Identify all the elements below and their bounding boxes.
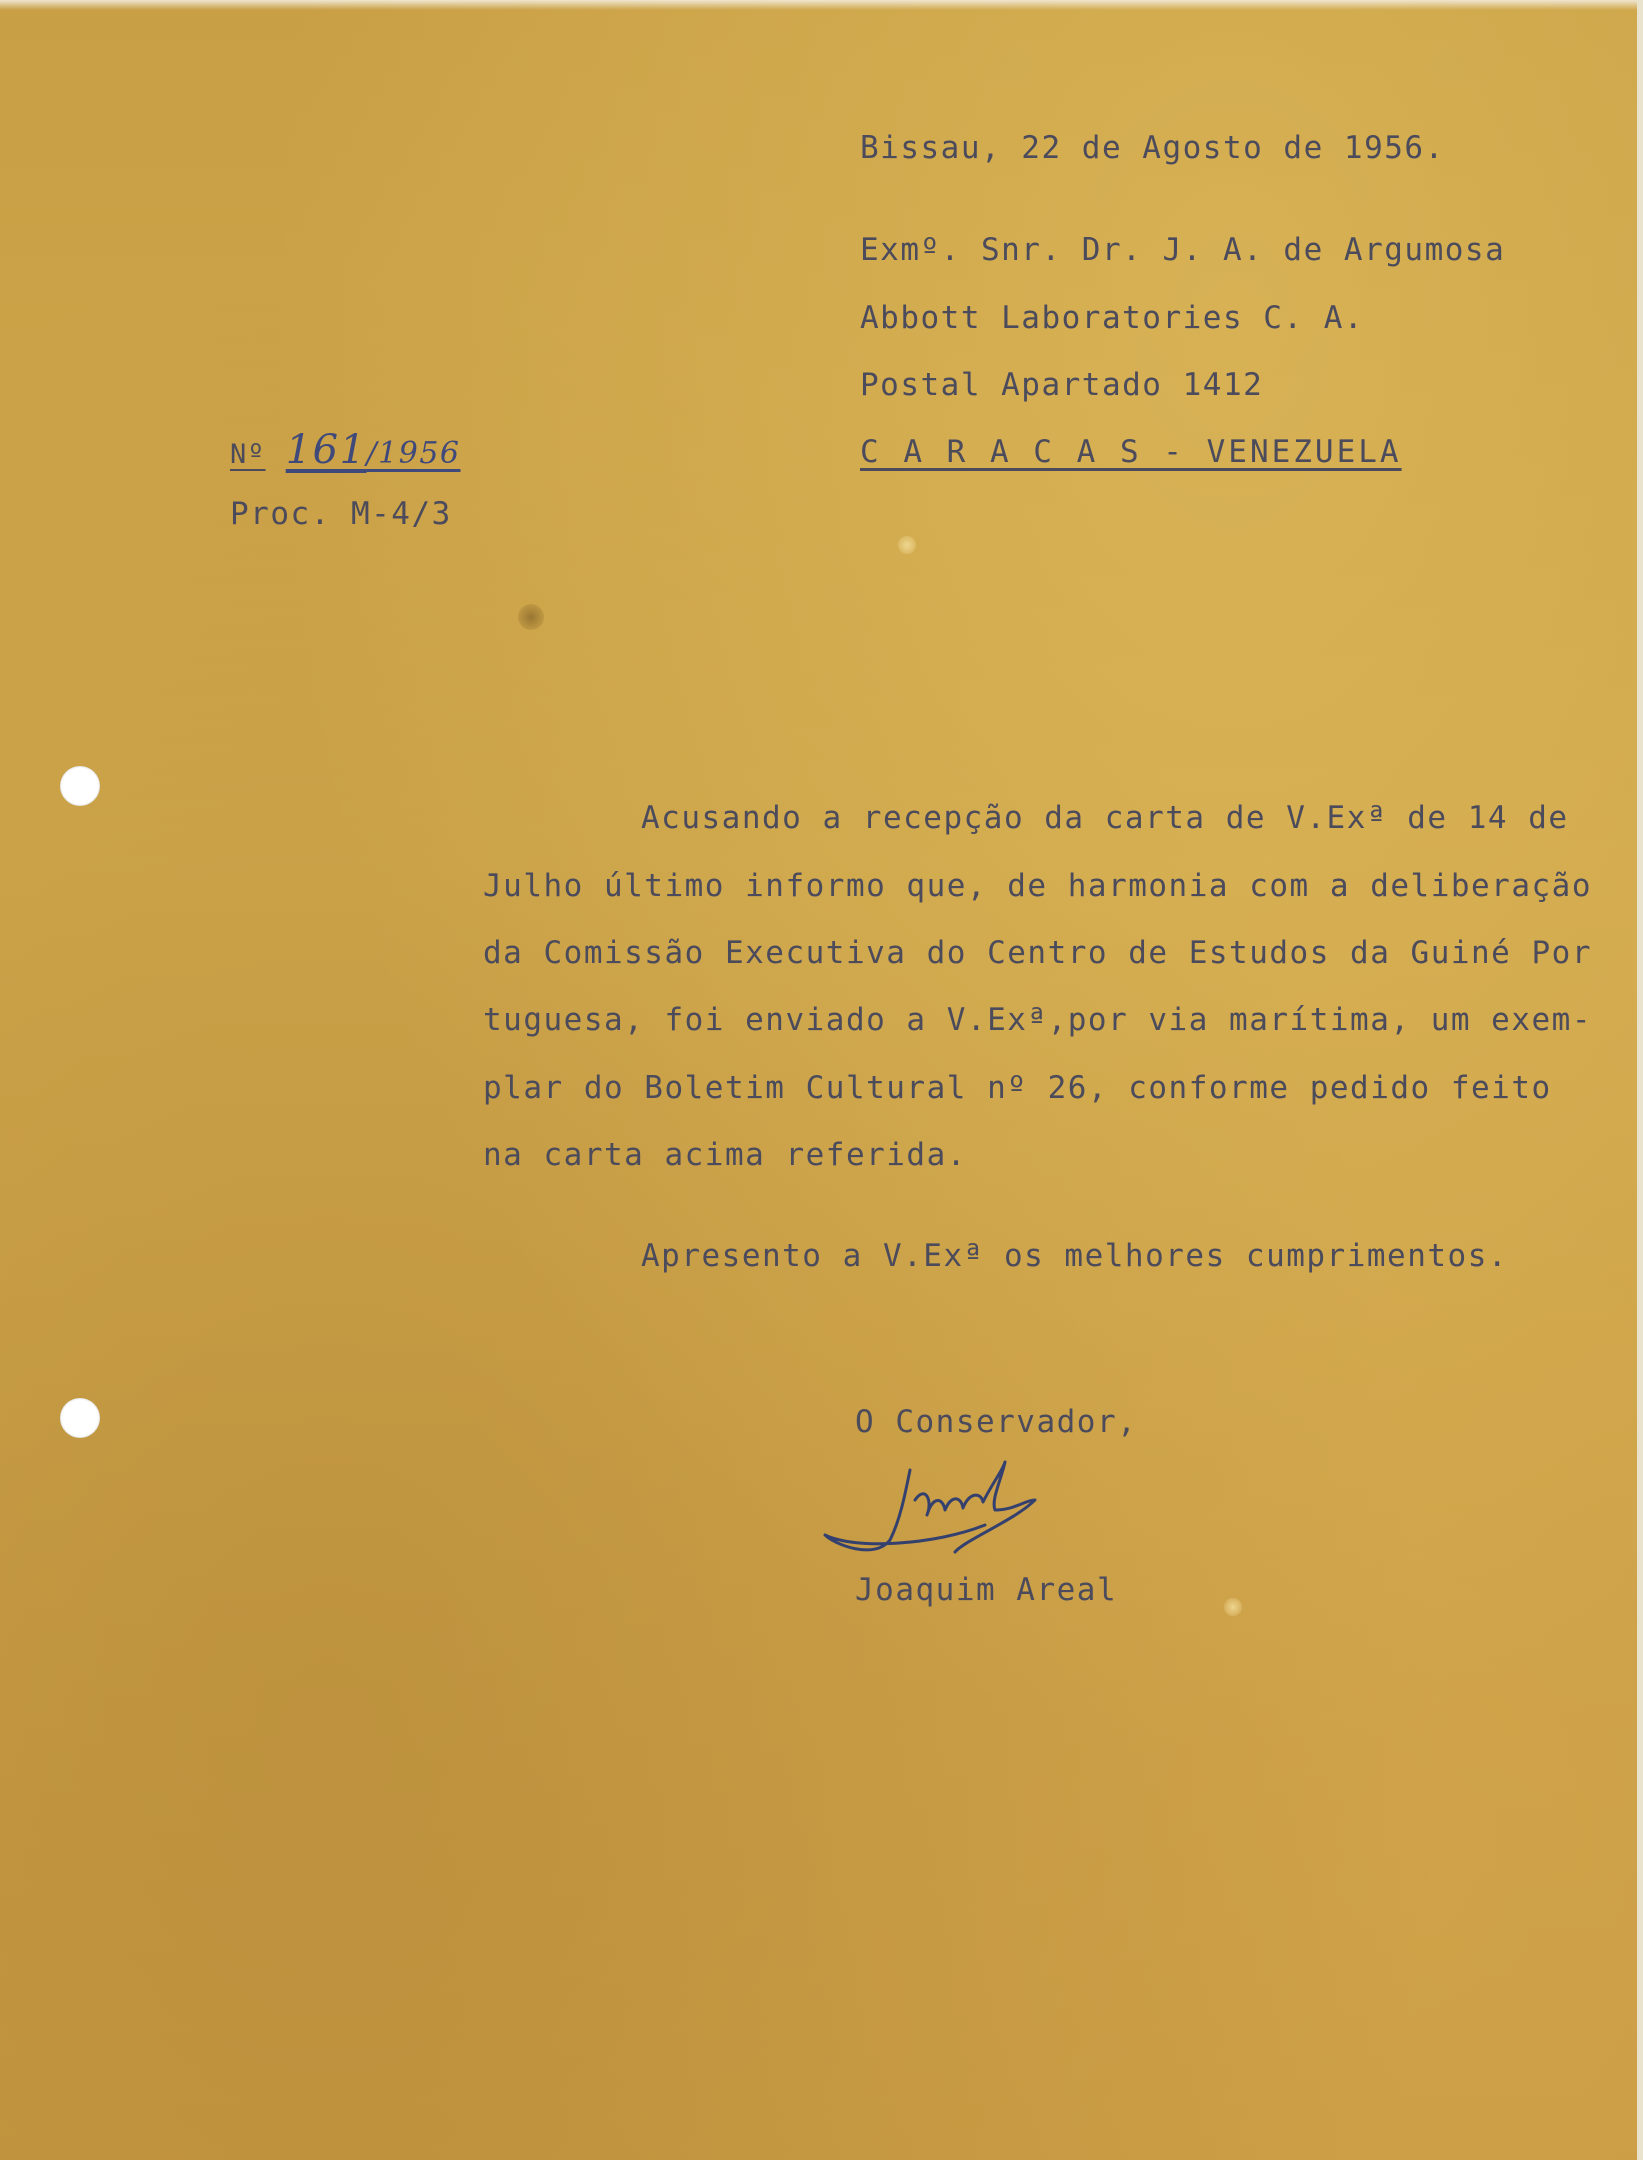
body-line: Julho último informo que, de harmonia com a deliberação xyxy=(483,868,1592,904)
paper-right-edge xyxy=(1637,0,1643,2160)
handwritten-signature xyxy=(815,1440,1115,1570)
process-reference: Proc. M-4/3 xyxy=(230,496,452,532)
punch-hole-top xyxy=(60,766,100,806)
number-handwritten: 161 xyxy=(285,427,367,473)
place-date: Bissau, 22 de Agosto de 1956. xyxy=(860,130,1445,166)
number-year: /1956 xyxy=(366,436,461,471)
number-prefix: Nº xyxy=(230,439,266,470)
body-line: Acusando a recepção da carta de V.Exª de 14 de xyxy=(641,800,1569,836)
paper-spot xyxy=(898,536,916,554)
recipient-name: Exmº. Snr. Dr. J. A. de Argumosa xyxy=(860,232,1506,268)
paper-spot xyxy=(1224,1598,1242,1616)
body-line: da Comissão Executiva do Centro de Estudos da Guiné Por xyxy=(483,935,1592,971)
body-line: plar do Boletim Cultural nº 26, conforme pedido feito xyxy=(483,1070,1552,1106)
closing-line: Apresento a V.Exª os melhores cumprimentos. xyxy=(641,1238,1509,1274)
signatory-name: Joaquim Areal xyxy=(855,1572,1118,1608)
body-line: tuguesa, foi enviado a V.Exª,por via marítima, um exem- xyxy=(483,1002,1592,1038)
paper-stain xyxy=(518,604,544,630)
signatory-title: O Conservador, xyxy=(855,1404,1138,1440)
punch-hole-bottom xyxy=(60,1398,100,1438)
reference-number xyxy=(230,427,461,473)
recipient-postal: Postal Apartado 1412 xyxy=(860,367,1264,403)
paper-top-edge xyxy=(0,0,1643,10)
recipient-city: C A R A C A S - VENEZUELA xyxy=(860,434,1402,470)
recipient-company: Abbott Laboratories C. A. xyxy=(860,300,1365,336)
body-line: na carta acima referida. xyxy=(483,1137,967,1173)
